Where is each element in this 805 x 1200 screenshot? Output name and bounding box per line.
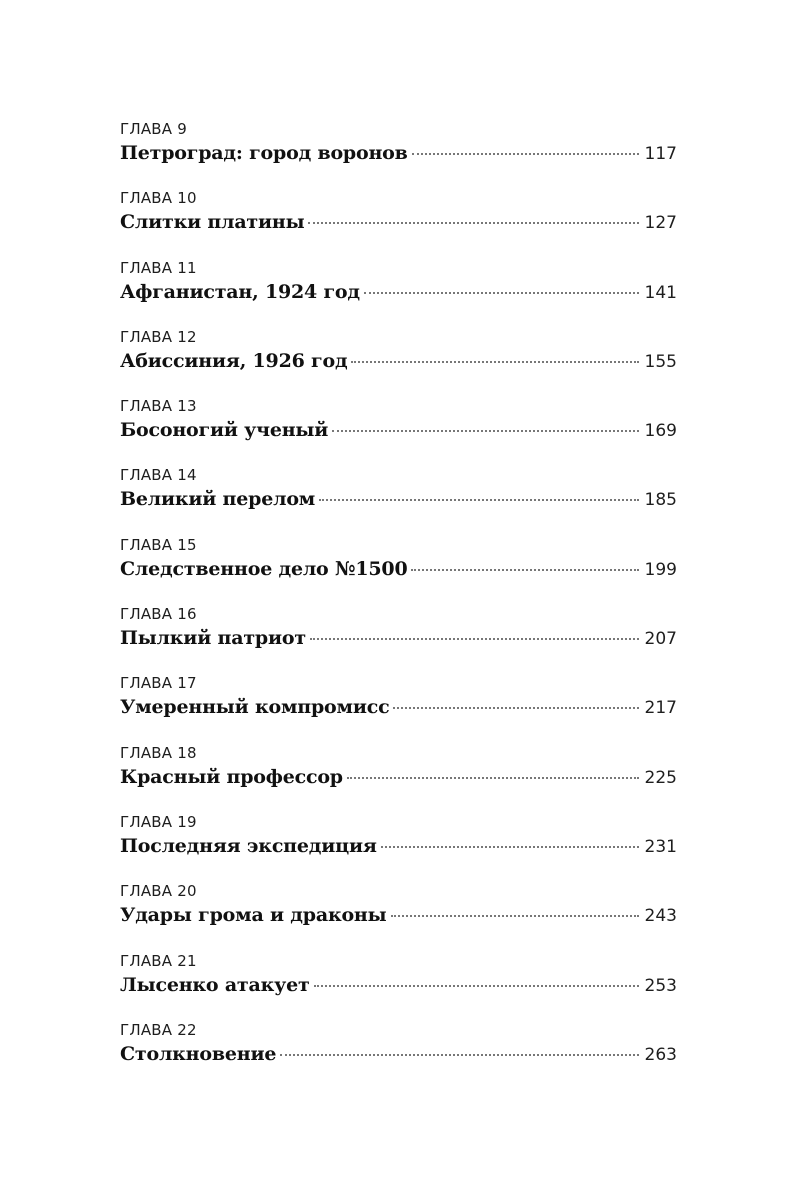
- chapter-label: ГЛАВА 21: [120, 951, 197, 970]
- chapter-title: Удары грома и драконы: [120, 904, 387, 927]
- dot-leader: [319, 499, 638, 501]
- chapter-title: Пылкий патриот: [120, 627, 306, 650]
- toc-entry-ch9: [120, 115, 677, 184]
- toc-line: [120, 971, 677, 999]
- page-number: 225: [644, 767, 677, 788]
- toc-line: [120, 901, 677, 929]
- chapter-label: ГЛАВА 14: [120, 466, 197, 485]
- toc-line: [120, 278, 677, 306]
- toc-entry-ch14: [120, 461, 677, 530]
- toc-line: [120, 624, 677, 652]
- toc-entry-ch10: [120, 184, 677, 253]
- chapter-title: Красный профессор: [120, 765, 343, 788]
- chapter-label: ГЛАВА 16: [120, 605, 197, 624]
- page-number: 207: [644, 629, 677, 650]
- dot-leader: [308, 222, 638, 224]
- chapter-title: Умеренный компромисс: [120, 696, 390, 719]
- toc-entry-ch13: [120, 392, 677, 461]
- toc-line: [120, 1040, 677, 1068]
- chapter-title: Босоногий ученый: [120, 419, 329, 442]
- toc-line: [120, 555, 677, 583]
- toc-entry-ch21: [120, 947, 677, 1016]
- chapter-title: Афганистан, 1924 год: [120, 280, 360, 303]
- toc-line: [120, 416, 677, 444]
- chapter-label: ГЛАВА 9: [120, 120, 187, 138]
- toc-entry-ch17: [120, 669, 677, 738]
- chapter-title: Абиссиния, 1926 год: [120, 349, 348, 372]
- dot-leader: [347, 777, 639, 779]
- dot-leader: [393, 707, 638, 709]
- toc-line: [120, 485, 677, 513]
- page-number: 231: [644, 836, 677, 857]
- toc-entry-ch19: [120, 808, 677, 877]
- page-number: 155: [644, 351, 677, 372]
- toc-line: [120, 763, 677, 791]
- toc-line: [120, 693, 677, 721]
- toc-line: [120, 347, 677, 375]
- chapter-title: Слитки платины: [120, 211, 305, 234]
- chapter-title: Лысенко атакует: [120, 973, 310, 996]
- toc-entry-ch20: [120, 877, 677, 946]
- toc-entry-ch15: [120, 531, 677, 600]
- chapter-title: Петроград: город воронов: [120, 142, 408, 164]
- chapter-label: ГЛАВА 11: [120, 258, 197, 277]
- chapter-label: ГЛАВА 13: [120, 397, 197, 416]
- page-number: 117: [644, 144, 677, 164]
- dot-leader: [310, 638, 639, 640]
- page-number: 243: [644, 906, 677, 927]
- page-number: 169: [644, 421, 677, 442]
- toc-entry-ch16: [120, 600, 677, 669]
- dot-leader: [351, 361, 638, 363]
- chapter-title: Следственное дело №1500: [120, 557, 408, 580]
- toc-entry-ch18: [120, 739, 677, 808]
- chapter-title: Великий перелом: [120, 488, 316, 511]
- chapter-label: ГЛАВА 18: [120, 743, 197, 762]
- page-number: 263: [644, 1044, 677, 1065]
- toc-line: [120, 139, 677, 167]
- chapter-label: ГЛАВА 22: [120, 1020, 197, 1039]
- dot-leader: [381, 846, 639, 848]
- page-number: 141: [644, 282, 677, 303]
- dot-leader: [280, 1054, 638, 1056]
- chapter-label: ГЛАВА 15: [120, 535, 197, 554]
- chapter-title: Последняя экспедиция: [120, 834, 377, 857]
- toc-line: [120, 832, 677, 860]
- dot-leader: [412, 153, 639, 155]
- chapter-label: ГЛАВА 10: [120, 189, 197, 208]
- dot-leader: [391, 915, 639, 917]
- toc-entry-ch11: [120, 254, 677, 323]
- dot-leader: [332, 430, 638, 432]
- chapter-label: ГЛАВА 12: [120, 327, 197, 346]
- toc-line: [120, 208, 677, 236]
- page-number: 199: [644, 559, 677, 580]
- chapter-title: Столкновение: [120, 1042, 277, 1065]
- page-number: 253: [644, 975, 677, 996]
- chapter-label: ГЛАВА 19: [120, 812, 197, 831]
- chapter-label: ГЛАВА 17: [120, 674, 197, 693]
- dot-leader: [314, 985, 639, 987]
- toc-entry-ch22: [120, 1016, 677, 1085]
- table-of-contents: [120, 115, 677, 1085]
- dot-leader: [364, 292, 639, 294]
- dot-leader: [411, 569, 638, 571]
- chapter-label: ГЛАВА 20: [120, 882, 197, 901]
- page-number: 185: [644, 490, 677, 511]
- page-number: 217: [644, 698, 677, 719]
- page-number: 127: [644, 213, 677, 234]
- toc-entry-ch12: [120, 323, 677, 392]
